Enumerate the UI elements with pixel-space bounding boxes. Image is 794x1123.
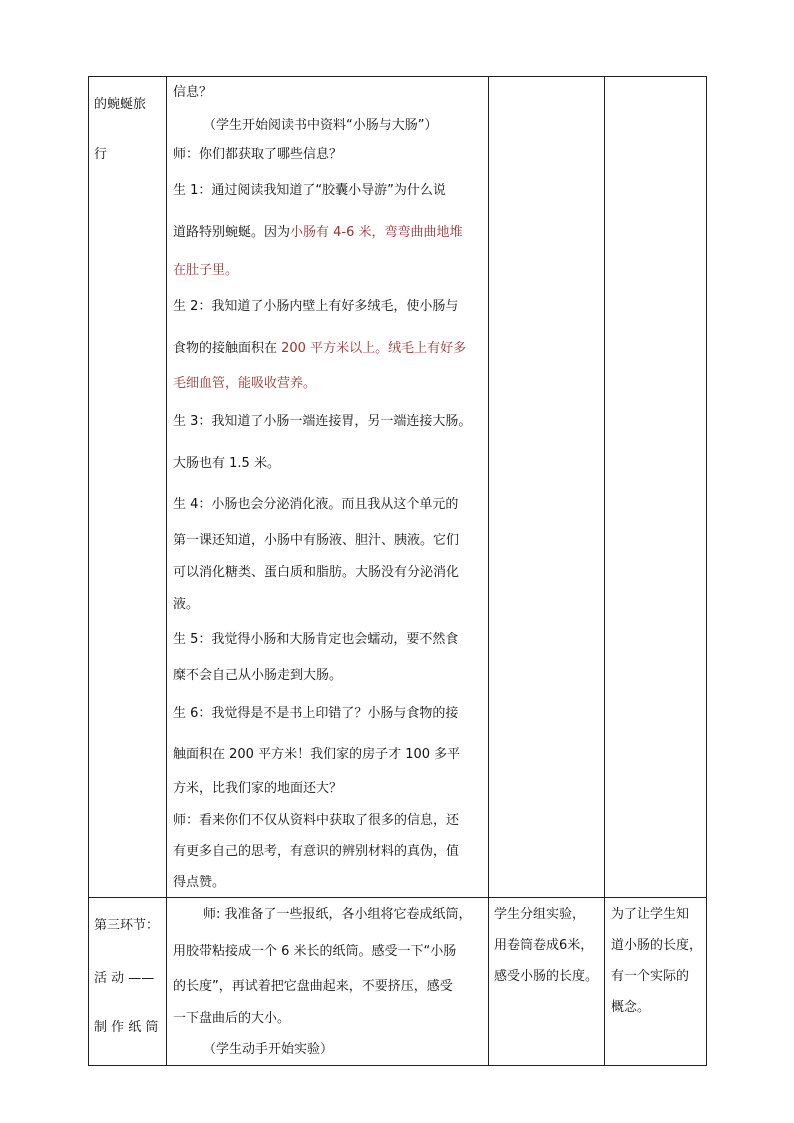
text-segment: 师：你们都获取了哪些信息？ (173, 147, 343, 162)
process-line (173, 298, 458, 316)
process-line (173, 146, 342, 164)
text-segment: 生 3：我知道了小肠一端连接胃，另一端连接大肠。 (173, 414, 472, 429)
process-line (173, 224, 463, 242)
intent-line: 为了让学生知 (611, 907, 690, 922)
text-segment: 生 4：小肠也会分泌消化液。而且我从这个单元的 (173, 497, 459, 512)
text-segment: 用胶带粘接成一个 6 米长的纸筒。感受一下“小肠 (173, 944, 457, 959)
text-segment: 液。 (173, 597, 200, 612)
process-line (173, 496, 458, 514)
text-segment: 师: 我准备了一些报纸，各小组将它卷成纸筒， (203, 907, 472, 922)
process-line (173, 182, 446, 200)
text-segment: 一下盘曲后的大小。 (173, 1011, 291, 1026)
process-line (203, 1041, 333, 1059)
text-segment: 信息？ (173, 85, 213, 100)
text-segment: 可以消化糖类、蛋白质和脂肪。大肠没有分泌消化 (173, 565, 460, 580)
process-line (173, 631, 458, 649)
process-line (173, 84, 212, 102)
process-line (173, 564, 459, 582)
process-line (173, 843, 459, 861)
text-segment: （学生开始阅读书中资料“小肠与大肠”） (203, 118, 438, 133)
activity-line: 感受小肠的长度。 (494, 969, 599, 984)
text-segment: 糜不会自己从小肠走到大肠。 (173, 668, 343, 683)
text-segment: 第一课还知道，小肠中有肠液、胆汁、胰液。它们 (173, 533, 460, 548)
stage-label-line: 第三环节： (94, 918, 160, 933)
process-line (173, 455, 280, 473)
text-segment: 有更多自己的思考，有意识的辨别材料的真伪，值 (173, 844, 460, 859)
text-segment: 生 6：我觉得是不是书上印错了？小肠与食物的接 (173, 706, 459, 721)
text-segment: 得点赞。 (173, 875, 226, 890)
intent-line: 道小肠的长度， (611, 938, 703, 953)
stage-label-line: 制 作 纸 筒 (94, 1020, 159, 1035)
text-segment: 师：看来你们不仅从资料中获取了很多的信息，还 (173, 813, 460, 828)
highlighted-text: 200 平方米以上。绒毛上有好多 (281, 341, 467, 356)
row-divider (88, 897, 707, 898)
text-segment: 生 1：通过阅读我知道了“胶囊小导游”为什么说 (173, 183, 446, 198)
text-segment: 的长度”，再试着把它盘曲起来，不要挤压，感受 (173, 979, 453, 994)
stage-label-line: 活 动 —— (94, 971, 155, 986)
text-segment: 大肠也有 1.5 米。 (173, 456, 280, 471)
process-line (173, 375, 316, 393)
highlighted-text: 在肚子里。 (173, 263, 239, 278)
column-divider-3 (604, 76, 605, 1066)
text-segment: 触面积在 200 平方米！我们家的房子才 100 多平 (173, 747, 461, 762)
stage-label-line: 的蜿蜒旅 (94, 97, 147, 112)
process-line (173, 340, 466, 358)
text-segment: （学生动手开始实验） (203, 1042, 334, 1057)
process-line (173, 262, 238, 280)
process-line (173, 532, 459, 550)
text-segment: 生 2：我知道了小肠内壁上有好多绒毛，使小肠与 (173, 299, 459, 314)
process-line (173, 413, 471, 431)
highlighted-text: 小肠有 4-6 米，弯弯曲曲地堆 (290, 225, 463, 240)
column-divider-1 (166, 76, 167, 1066)
intent-line: 概念。 (611, 1000, 651, 1015)
activity-line: 学生分组实验， (494, 907, 586, 922)
text-segment: 方米，比我们家的地面还大？ (173, 781, 343, 796)
process-line (173, 1010, 290, 1028)
process-line (173, 978, 453, 996)
process-line (203, 117, 437, 135)
process-line (173, 780, 342, 798)
process-line (173, 943, 456, 961)
process-line (173, 812, 459, 830)
process-line (173, 667, 342, 685)
process-line (173, 874, 225, 892)
process-line (173, 746, 460, 764)
column-divider-2 (488, 76, 489, 1066)
process-line (173, 596, 199, 614)
stage-label-line: 行 (94, 147, 108, 162)
text-segment: 生 5：我觉得小肠和大肠肯定也会蠕动，要不然食 (173, 632, 459, 647)
highlighted-text: 毛细血管，能吸收营养。 (173, 376, 317, 391)
process-line (203, 906, 472, 924)
process-line (173, 705, 458, 723)
intent-line: 有一个实际的 (611, 969, 690, 984)
activity-line: 用卷筒卷成6米， (494, 938, 594, 953)
text-segment: 食物的接触面积在 (173, 341, 282, 356)
text-segment: 道路特别蜿蜒。因为 (173, 225, 291, 240)
